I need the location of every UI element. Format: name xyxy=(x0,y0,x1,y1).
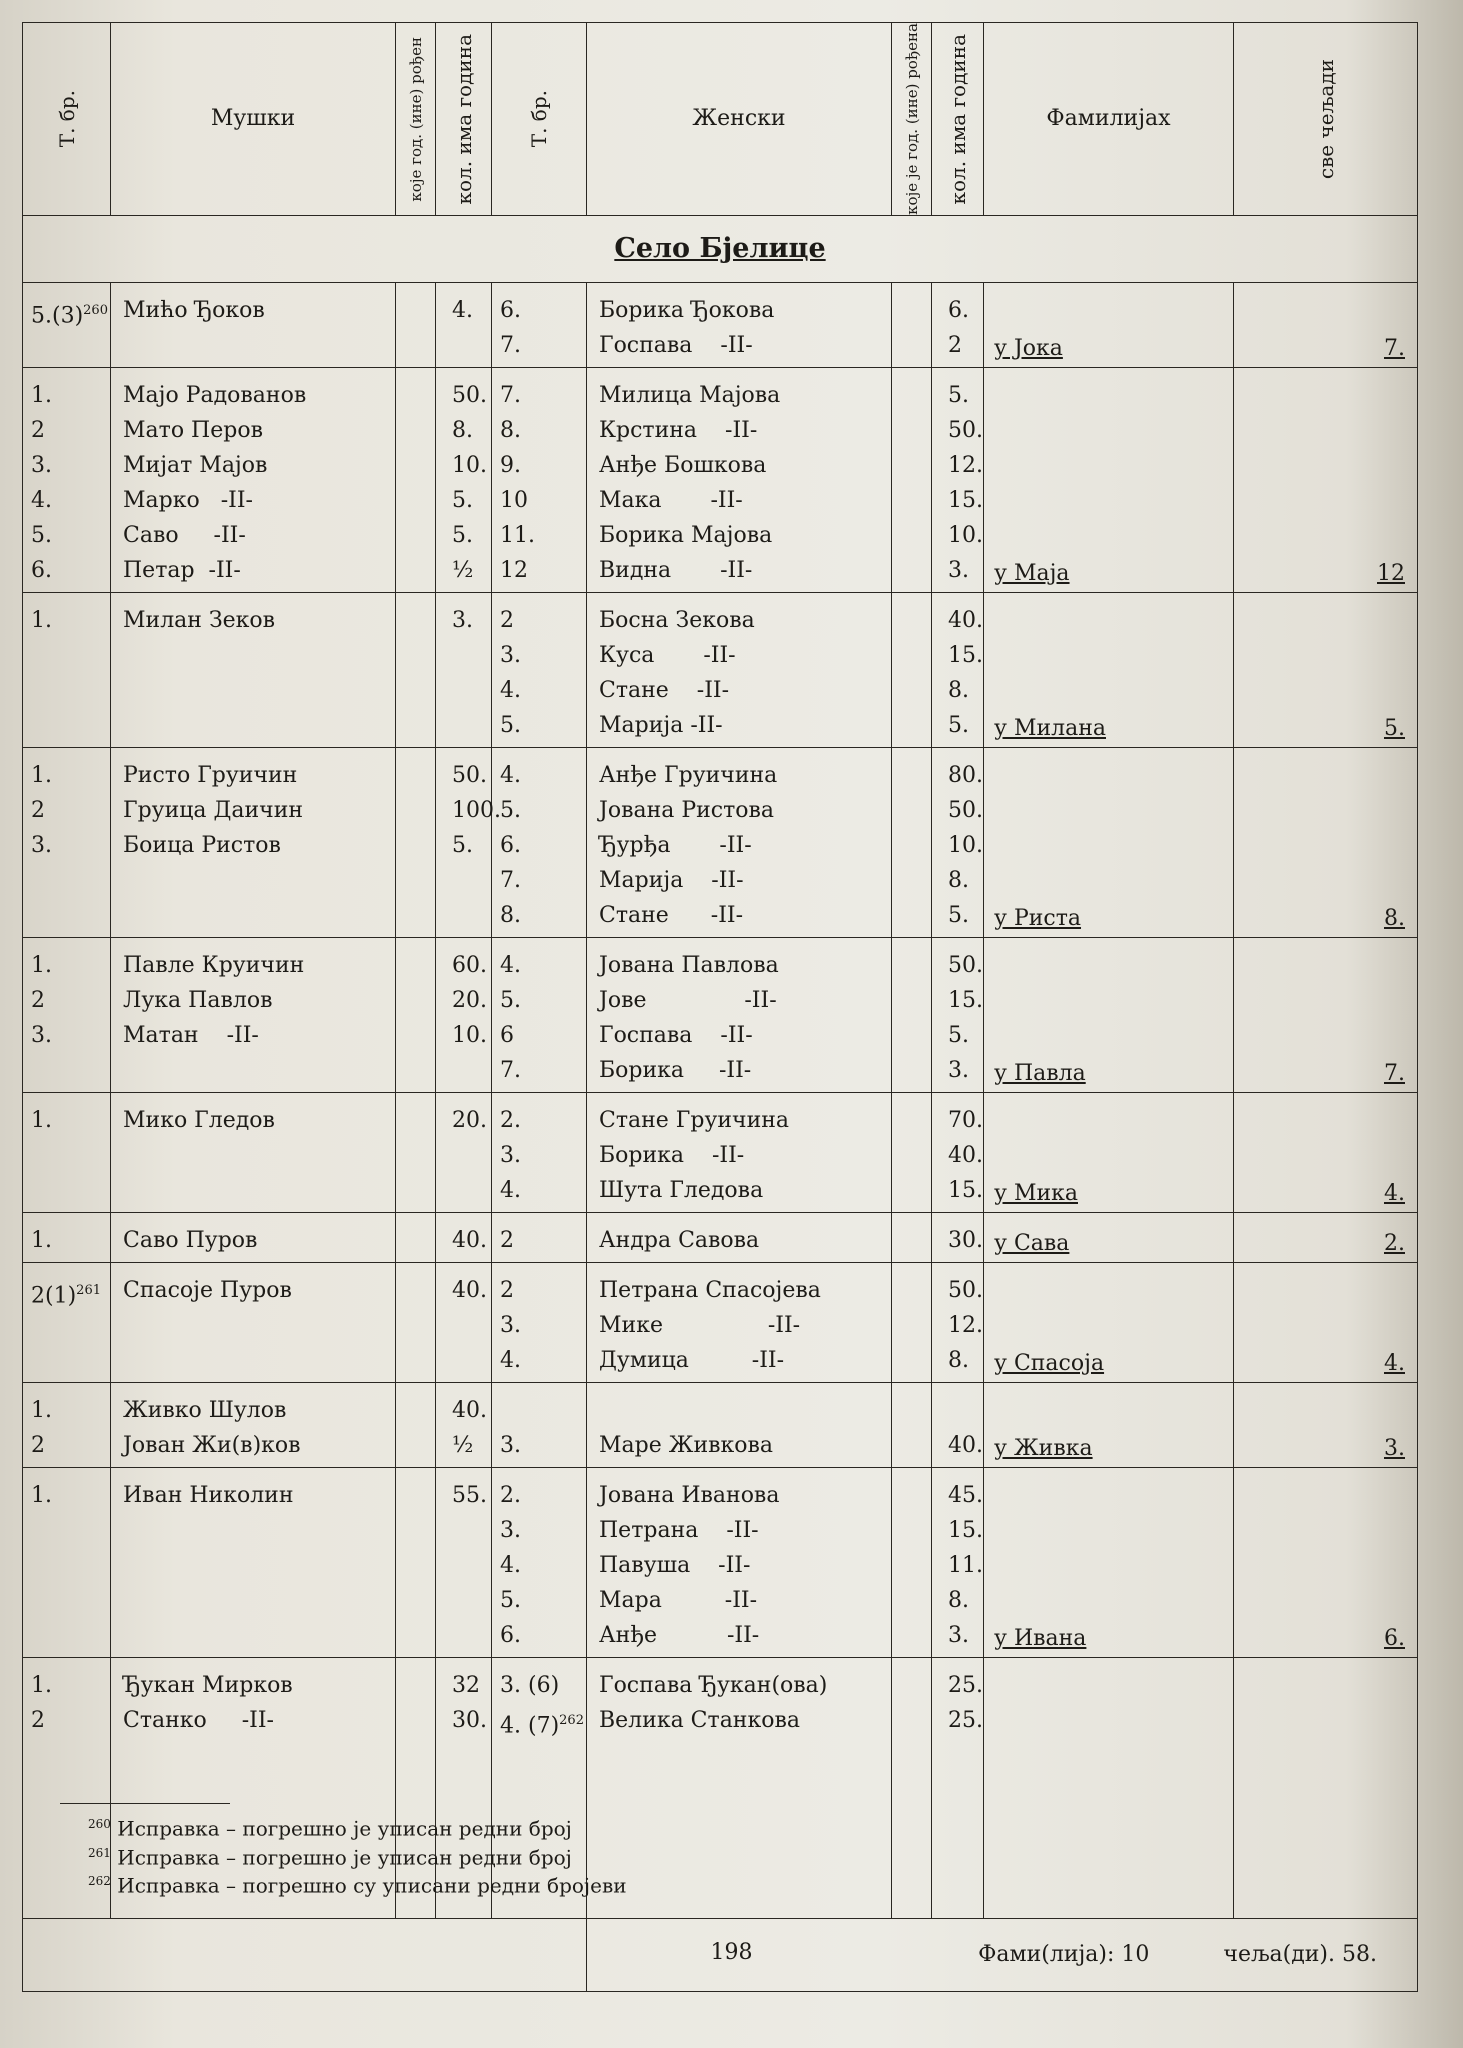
family-label: у Ивана xyxy=(994,1625,1087,1651)
footnote-divider xyxy=(60,1803,230,1804)
male-ages: 50. 8. 10. 5. 5. ½ xyxy=(452,382,487,583)
household-total: 12 xyxy=(1377,560,1405,586)
female-names: Борика Ђокова Госпава -II- xyxy=(599,297,775,358)
female-ages: 25. 25. xyxy=(948,1672,983,1733)
household-row xyxy=(23,592,1418,747)
household-total: 2. xyxy=(1384,1230,1405,1256)
census-table-wrap xyxy=(22,22,1417,1992)
header-no2: Т. бр. xyxy=(492,23,587,216)
household-row xyxy=(23,1092,1418,1212)
male-ages: 32 30. xyxy=(452,1672,487,1733)
female-numbers: 2 3. 4. xyxy=(500,1277,521,1373)
male-numbers: 1. 2 3. xyxy=(31,762,52,858)
male-names: Спасоје Пуров xyxy=(123,1277,292,1303)
header-family: Фамилијах xyxy=(984,23,1234,216)
male-numbers: 1. xyxy=(31,607,52,633)
female-numbers: 7. 8. 9. 10 11. 12 xyxy=(500,382,535,583)
census-table xyxy=(22,22,1418,1992)
summary-families: Фами(лија): 10 xyxy=(978,1942,1150,1968)
male-names: Ђукан Мирков Станко -II- xyxy=(123,1672,293,1733)
male-numbers: 1. 2 xyxy=(31,1397,52,1458)
male-numbers: $2(1)^{261}$ xyxy=(31,1282,101,1309)
header-age: кол. има година xyxy=(436,23,492,216)
households-body xyxy=(23,282,1418,1918)
household-total: 6. xyxy=(1384,1625,1405,1651)
female-names: Госпава Ђукан(ова) Велика Станкова xyxy=(599,1672,828,1733)
female-ages: 5. 50. 12. 15. 10. 3. xyxy=(948,382,983,583)
household-total: 4. xyxy=(1384,1350,1405,1376)
female-ages: 50. 12. 8. xyxy=(948,1277,983,1373)
male-ages: 4. xyxy=(452,297,473,323)
male-numbers: 1. 2 3. 4. 5. 6. xyxy=(31,382,52,583)
female-numbers: 2 xyxy=(500,1227,514,1253)
footnote: $^{261}$ Исправка – погрешно је уписан редни број xyxy=(88,1845,572,1870)
footnote: $^{260}$ Исправка – погрешно је уписан редни број xyxy=(88,1816,572,1841)
female-names: Стане Груичина Борика -II- Шута Гледова xyxy=(599,1107,790,1203)
female-names: Јована Иванова Петрана -II- Павуша -II- Мара -II- Анђе -II- xyxy=(599,1482,780,1648)
female-names: Јована Павлова Јове -II- Госпава -II- Борика -II- xyxy=(599,952,779,1083)
female-names: Петрана Спасојева Мике -II- Думица -II- xyxy=(599,1277,821,1373)
female-numbers: 6. 7. xyxy=(500,297,521,358)
male-names: Мићо Ђоков xyxy=(123,297,265,323)
male-ages: 20. xyxy=(452,1107,487,1133)
family-label: у Мика xyxy=(994,1180,1078,1206)
household-row xyxy=(23,937,1418,1092)
male-numbers: 1. xyxy=(31,1482,52,1508)
male-names: Мико Гледов xyxy=(123,1107,275,1133)
female-numbers: 2. 3. 4. 5. 6. xyxy=(500,1482,521,1648)
female-ages: 30. xyxy=(948,1227,983,1253)
male-ages: 55. xyxy=(452,1482,487,1508)
household-row xyxy=(23,1262,1418,1382)
male-ages: 40. xyxy=(452,1227,487,1253)
household-row xyxy=(23,1467,1418,1657)
male-ages: 3. xyxy=(452,607,473,633)
male-names: Ристо Груичин Груица Даичин Боица Ристов xyxy=(123,762,304,858)
household-total: 8. xyxy=(1384,905,1405,931)
family-label: у Риста xyxy=(994,905,1082,931)
female-names: Босна Зекова Куса -II- Стане -II- Марија -II- xyxy=(599,607,755,738)
household-total: 7. xyxy=(1384,1060,1405,1086)
male-names: Иван Николин xyxy=(123,1482,294,1508)
female-numbers: 3. xyxy=(500,1432,521,1458)
female-names: Андра Савова xyxy=(599,1227,760,1253)
female-ages: 70. 40. 15. xyxy=(948,1107,983,1203)
header-born-f: које је год. (ине) рођена xyxy=(892,23,932,216)
male-numbers: 1. 2 3. xyxy=(31,952,52,1048)
summary-persons: чеља(ди). 58. xyxy=(1223,1942,1377,1968)
female-ages: 80. 50. 10. 8. 5. xyxy=(948,762,983,928)
header-total: све чељади xyxy=(1234,23,1418,216)
female-numbers: 3. (6) 4. $(7)^{262}$ xyxy=(500,1672,584,1739)
page-number: 198 xyxy=(710,1940,753,1965)
footnote-ref: 261 xyxy=(76,1282,101,1298)
male-numbers: $5.(3)^{260}$ xyxy=(31,302,108,329)
male-names: Мајо Радованов Мато Перов Мијат Мајов Марко -II- Саво -II- Петар -II- xyxy=(123,382,307,583)
male-ages: 60. 20. 10. xyxy=(452,952,487,1048)
family-label: у Живка xyxy=(994,1435,1093,1461)
family-label: у Маја xyxy=(994,560,1070,586)
header-no: Т. бр. xyxy=(23,23,111,216)
male-numbers: 1. 2 xyxy=(31,1672,52,1733)
female-ages: 45. 15. 11. 8. 3. xyxy=(948,1482,983,1648)
female-names: Анђе Груичина Јована Ристова Ђурђа -II- Марија -II- Стане -II- xyxy=(599,762,778,928)
female-numbers: 4. 5. 6 7. xyxy=(500,952,521,1083)
village-row xyxy=(23,215,1418,282)
household-row xyxy=(23,282,1418,367)
household-total: 3. xyxy=(1384,1435,1405,1461)
family-label: у Милана xyxy=(994,715,1106,741)
household-total: 7. xyxy=(1384,335,1405,361)
household-row xyxy=(23,747,1418,937)
male-ages: 40. ½ xyxy=(452,1397,487,1458)
header-female: Женски xyxy=(587,23,892,216)
female-numbers: 2 3. 4. 5. xyxy=(500,607,521,738)
male-names: Саво Пуров xyxy=(123,1227,258,1253)
female-numbers: 2. 3. 4. xyxy=(500,1107,521,1203)
male-numbers: 1. xyxy=(31,1107,52,1133)
header-age-f: кол. има година xyxy=(932,23,984,216)
household-row xyxy=(23,367,1418,592)
family-label: у Павла xyxy=(994,1060,1086,1086)
family-label: у Спасоја xyxy=(994,1350,1105,1376)
male-ages: 40. xyxy=(452,1277,487,1303)
male-numbers: 1. xyxy=(31,1227,52,1253)
female-names: Маре Живкова xyxy=(599,1432,774,1458)
village-title: Село Бјелице xyxy=(614,233,826,265)
footnotes xyxy=(88,1812,627,1898)
household-row xyxy=(23,1382,1418,1467)
male-names: Павле Круичин Лука Павлов Матан -II- xyxy=(123,952,305,1048)
household-row xyxy=(23,1212,1418,1262)
female-numbers: 4. 5. 6. 7. 8. xyxy=(500,762,521,928)
female-ages: 6. 2 xyxy=(948,297,969,358)
female-ages: 50. 15. 5. 3. xyxy=(948,952,983,1083)
footnote-ref: 262 xyxy=(559,1712,584,1728)
female-ages: 40. xyxy=(948,1432,983,1458)
male-names: Милан Зеков xyxy=(123,607,276,633)
family-label: у Сава xyxy=(994,1230,1070,1256)
female-ages: 40. 15. 8. 5. xyxy=(948,607,983,738)
family-label: у Јока xyxy=(994,335,1063,361)
household-total: 5. xyxy=(1384,715,1405,741)
male-names: Живко Шулов Јован Жи(в)ков xyxy=(123,1397,301,1458)
household-total: 4. xyxy=(1384,1180,1405,1206)
male-ages: 50. 100. 5. xyxy=(452,762,501,858)
footnote-ref: 260 xyxy=(83,302,108,318)
header-row xyxy=(23,23,1418,216)
header-born: које год. (ине) рођен xyxy=(396,23,436,216)
footnote: $^{262}$ Исправка – погрешно су уписани редни бројеви xyxy=(88,1873,627,1898)
female-names: Милица Мајова Крстина -II- Анђе Бошкова Мака -II- Борика Мајова Видна -II- xyxy=(599,382,781,583)
header-male: Мушки xyxy=(111,23,396,216)
